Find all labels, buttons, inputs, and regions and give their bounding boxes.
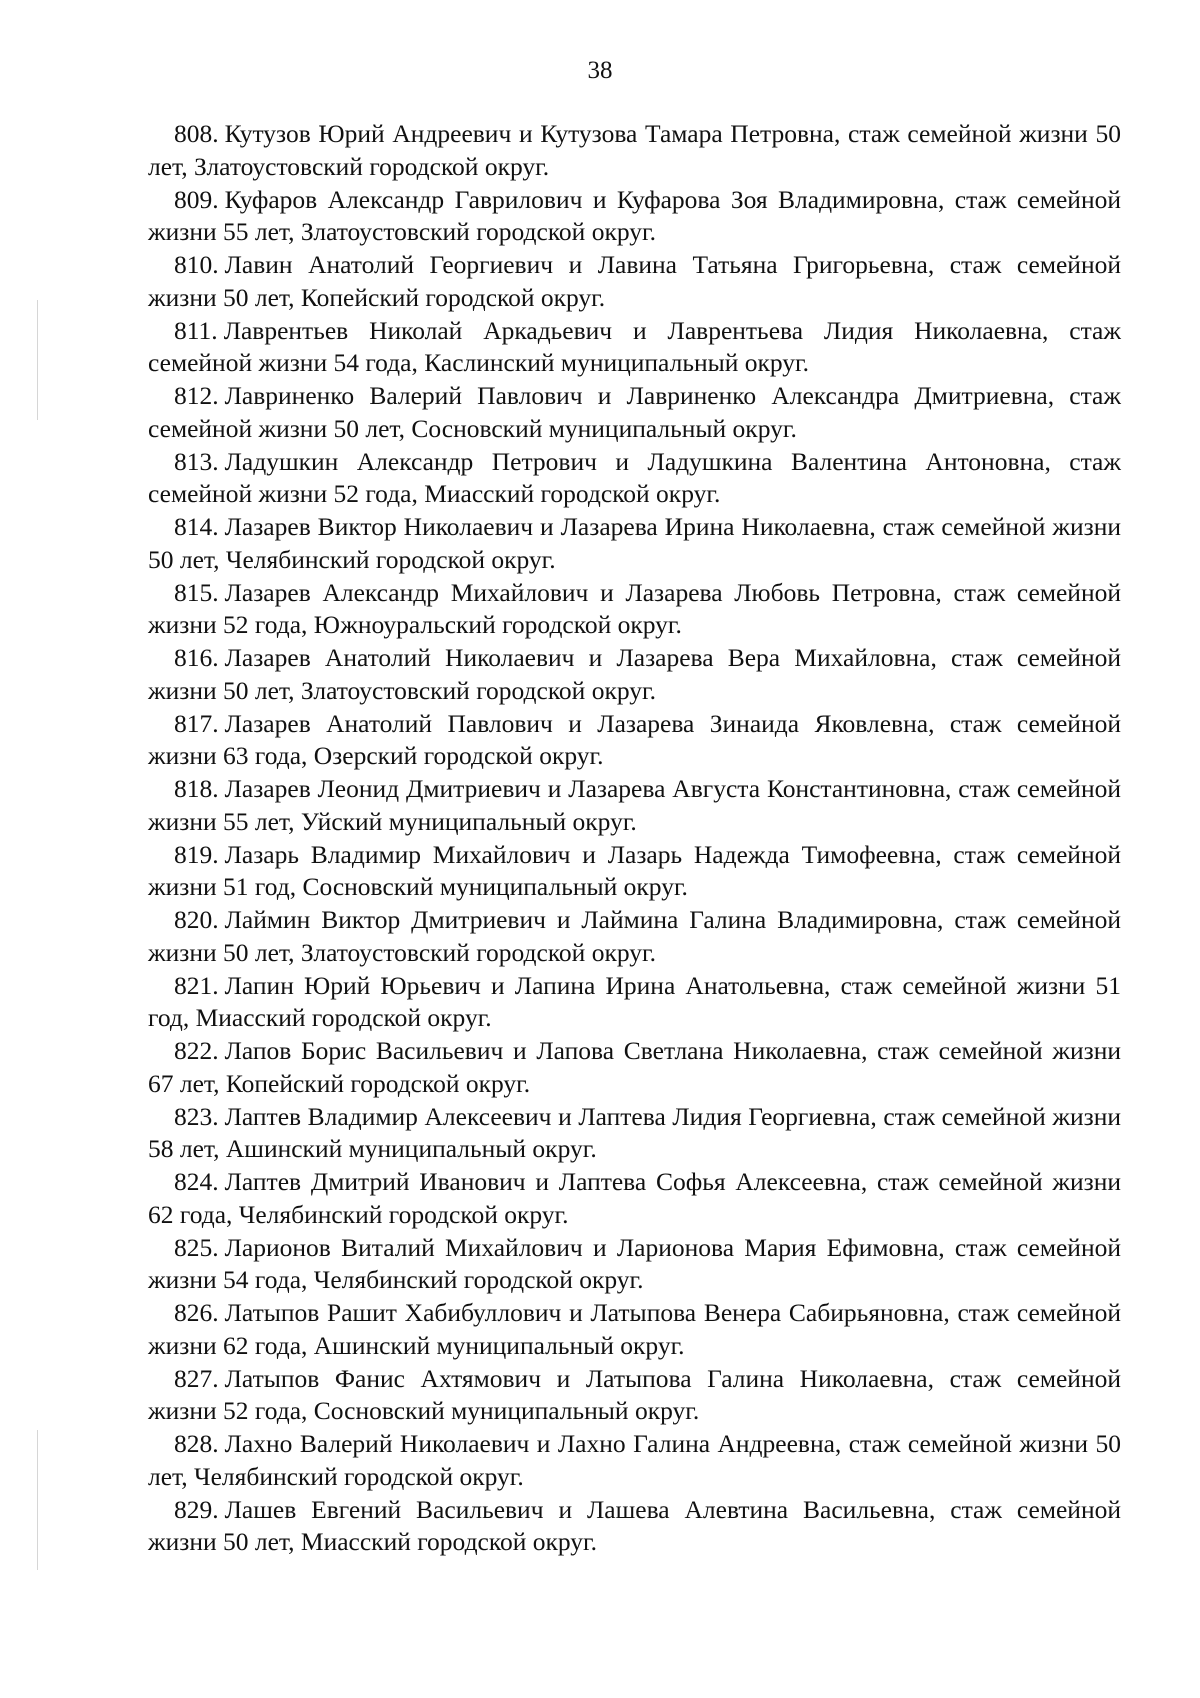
entry-text: Лаврентьев Николай Аркадьевич и Лаврентьева Лидия Николаевна, стаж семейной жизни 54 года, Каслинский муниципальный округ.	[148, 315, 1121, 377]
entry-number: 809.	[174, 184, 219, 214]
entry-text: Лавриненко Валерий Павлович и Лавриненко Александра Дмитриевна, стаж семейной жизни 50 лет, Сосновский муниципальный округ.	[148, 381, 1121, 443]
entry-number: 808.	[174, 119, 219, 148]
entry-text: Лашев Евгений Васильевич и Лашева Алевтина Васильевна, стаж семейной жизни 50 лет, Миасский городской округ.	[148, 1494, 1121, 1556]
entry-number: 828.	[174, 1429, 219, 1458]
entry-text: Куфаров Александр Гаврилович и Куфарова Зоя Владимировна, стаж семейной жизни 55 лет, Златоустовский городской округ.	[148, 184, 1121, 246]
list-item	[148, 249, 1121, 314]
entry-text: Лахно Валерий Николаевич и Лахно Галина Андреевна, стаж семейной жизни 50 лет, Челябинский городской округ.	[148, 1429, 1121, 1491]
list-item	[148, 839, 1121, 904]
list-item	[148, 970, 1121, 1035]
list-item	[148, 1494, 1121, 1559]
entry-number: 817.	[174, 708, 219, 738]
list-item	[148, 1101, 1121, 1166]
entry-text: Лазарев Анатолий Николаевич и Лазарева Вера Михайловна, стаж семейной жизни 50 лет, Златоустовский городской округ.	[148, 643, 1121, 705]
entry-text: Лапов Борис Васильевич и Лапова Светлана Николаевна, стаж семейной жизни 67 лет, Копейский городской округ.	[148, 1036, 1121, 1098]
list-item	[148, 1428, 1121, 1493]
entry-number: 825.	[174, 1232, 219, 1262]
entry-text: Латыпов Фанис Ахтямович и Латыпова Галина Николаевна, стаж семейной жизни 52 года, Сосновский муниципальный округ.	[148, 1363, 1121, 1425]
entry-text: Лаптев Дмитрий Иванович и Лаптева Софья Алексеевна, стаж семейной жизни 62 года, Челябинский городской округ.	[148, 1167, 1121, 1229]
entry-number: 826.	[174, 1298, 219, 1327]
entry-text: Ладушкин Александр Петрович и Ладушкина Валентина Антоновна, стаж семейной жизни 52 года, Миасский городской округ.	[148, 446, 1121, 508]
entry-text: Лазарев Анатолий Павлович и Лазарева Зинаида Яковлевна, стаж семейной жизни 63 года, Озерский городской округ.	[148, 708, 1121, 770]
entry-number: 824.	[174, 1167, 219, 1196]
list-item	[148, 511, 1121, 576]
entry-number: 820.	[174, 905, 219, 934]
list-item	[148, 380, 1121, 445]
list-item	[148, 118, 1121, 183]
scan-margin-mark	[37, 1430, 38, 1570]
list-item	[148, 1297, 1121, 1362]
entry-number: 816.	[174, 643, 219, 672]
list-item	[148, 1166, 1121, 1231]
entry-text: Лаймин Виктор Дмитриевич и Лаймина Галина Владимировна, стаж семейной жизни 50 лет, Златоустовский городской округ.	[148, 905, 1121, 967]
list-item	[148, 1035, 1121, 1100]
entry-number: 822.	[174, 1036, 219, 1065]
entry-number: 813.	[174, 446, 219, 476]
entry-text: Лапин Юрий Юрьевич и Лапина Ирина Анатольевна, стаж семейной жизни 51 год, Миасский городской округ.	[148, 970, 1121, 1032]
entry-number: 815.	[174, 577, 219, 607]
entry-text: Ларионов Виталий Михайлович и Ларионова Мария Ефимовна, стаж семейной жизни 54 года, Челябинский городской округ.	[148, 1232, 1121, 1294]
list-item	[148, 773, 1121, 838]
entry-number: 823.	[174, 1101, 219, 1131]
list-item	[148, 446, 1121, 511]
entry-text: Лазарь Владимир Михайлович и Лазарь Надежда Тимофеевна, стаж семейной жизни 51 год, Сосновский муниципальный округ.	[148, 839, 1121, 901]
entry-text: Лаптев Владимир Алексеевич и Лаптева Лидия Георгиевна, стаж семейной жизни 58 лет, Ашинский муниципальный округ.	[148, 1101, 1121, 1163]
entry-number: 819.	[174, 839, 219, 869]
entry-number: 821.	[174, 970, 219, 1000]
entry-number: 829.	[174, 1494, 219, 1524]
entry-list	[148, 118, 1121, 1559]
list-item	[148, 708, 1121, 773]
list-item	[148, 577, 1121, 642]
entry-number: 814.	[174, 512, 219, 541]
entry-text: Лазарев Александр Михайлович и Лазарева Любовь Петровна, стаж семейной жизни 52 года, Южноуральский городской округ.	[148, 577, 1121, 639]
entry-number: 812.	[174, 381, 219, 410]
entry-number: 811.	[174, 315, 218, 345]
entry-text: Лазарев Леонид Дмитриевич и Лазарева Августа Константиновна, стаж семейной жизни 55 лет, Уйский муниципальный округ.	[148, 774, 1121, 836]
list-item	[148, 1363, 1121, 1428]
scan-margin-mark	[37, 300, 38, 420]
list-item	[148, 904, 1121, 969]
entry-number: 818.	[174, 774, 219, 803]
list-item	[148, 1232, 1121, 1297]
entry-text: Латыпов Рашит Хабибуллович и Латыпова Венера Сабирьяновна, стаж семейной жизни 62 года, Ашинский муниципальный округ.	[148, 1298, 1121, 1360]
list-item	[148, 642, 1121, 707]
list-item	[148, 184, 1121, 249]
entry-text: Кутузов Юрий Андреевич и Кутузова Тамара Петровна, стаж семейной жизни 50 лет, Златоустовский городской округ.	[148, 119, 1121, 181]
entry-text: Лавин Анатолий Георгиевич и Лавина Татьяна Григорьевна, стаж семейной жизни 50 лет, Копейский городской округ.	[148, 250, 1121, 312]
entry-number: 827.	[174, 1363, 219, 1393]
page-number: 38	[587, 57, 613, 84]
entry-number: 810.	[174, 250, 219, 279]
list-item	[148, 315, 1121, 380]
entry-text: Лазарев Виктор Николаевич и Лазарева Ирина Николаевна, стаж семейной жизни 50 лет, Челябинский городской округ.	[148, 512, 1121, 574]
